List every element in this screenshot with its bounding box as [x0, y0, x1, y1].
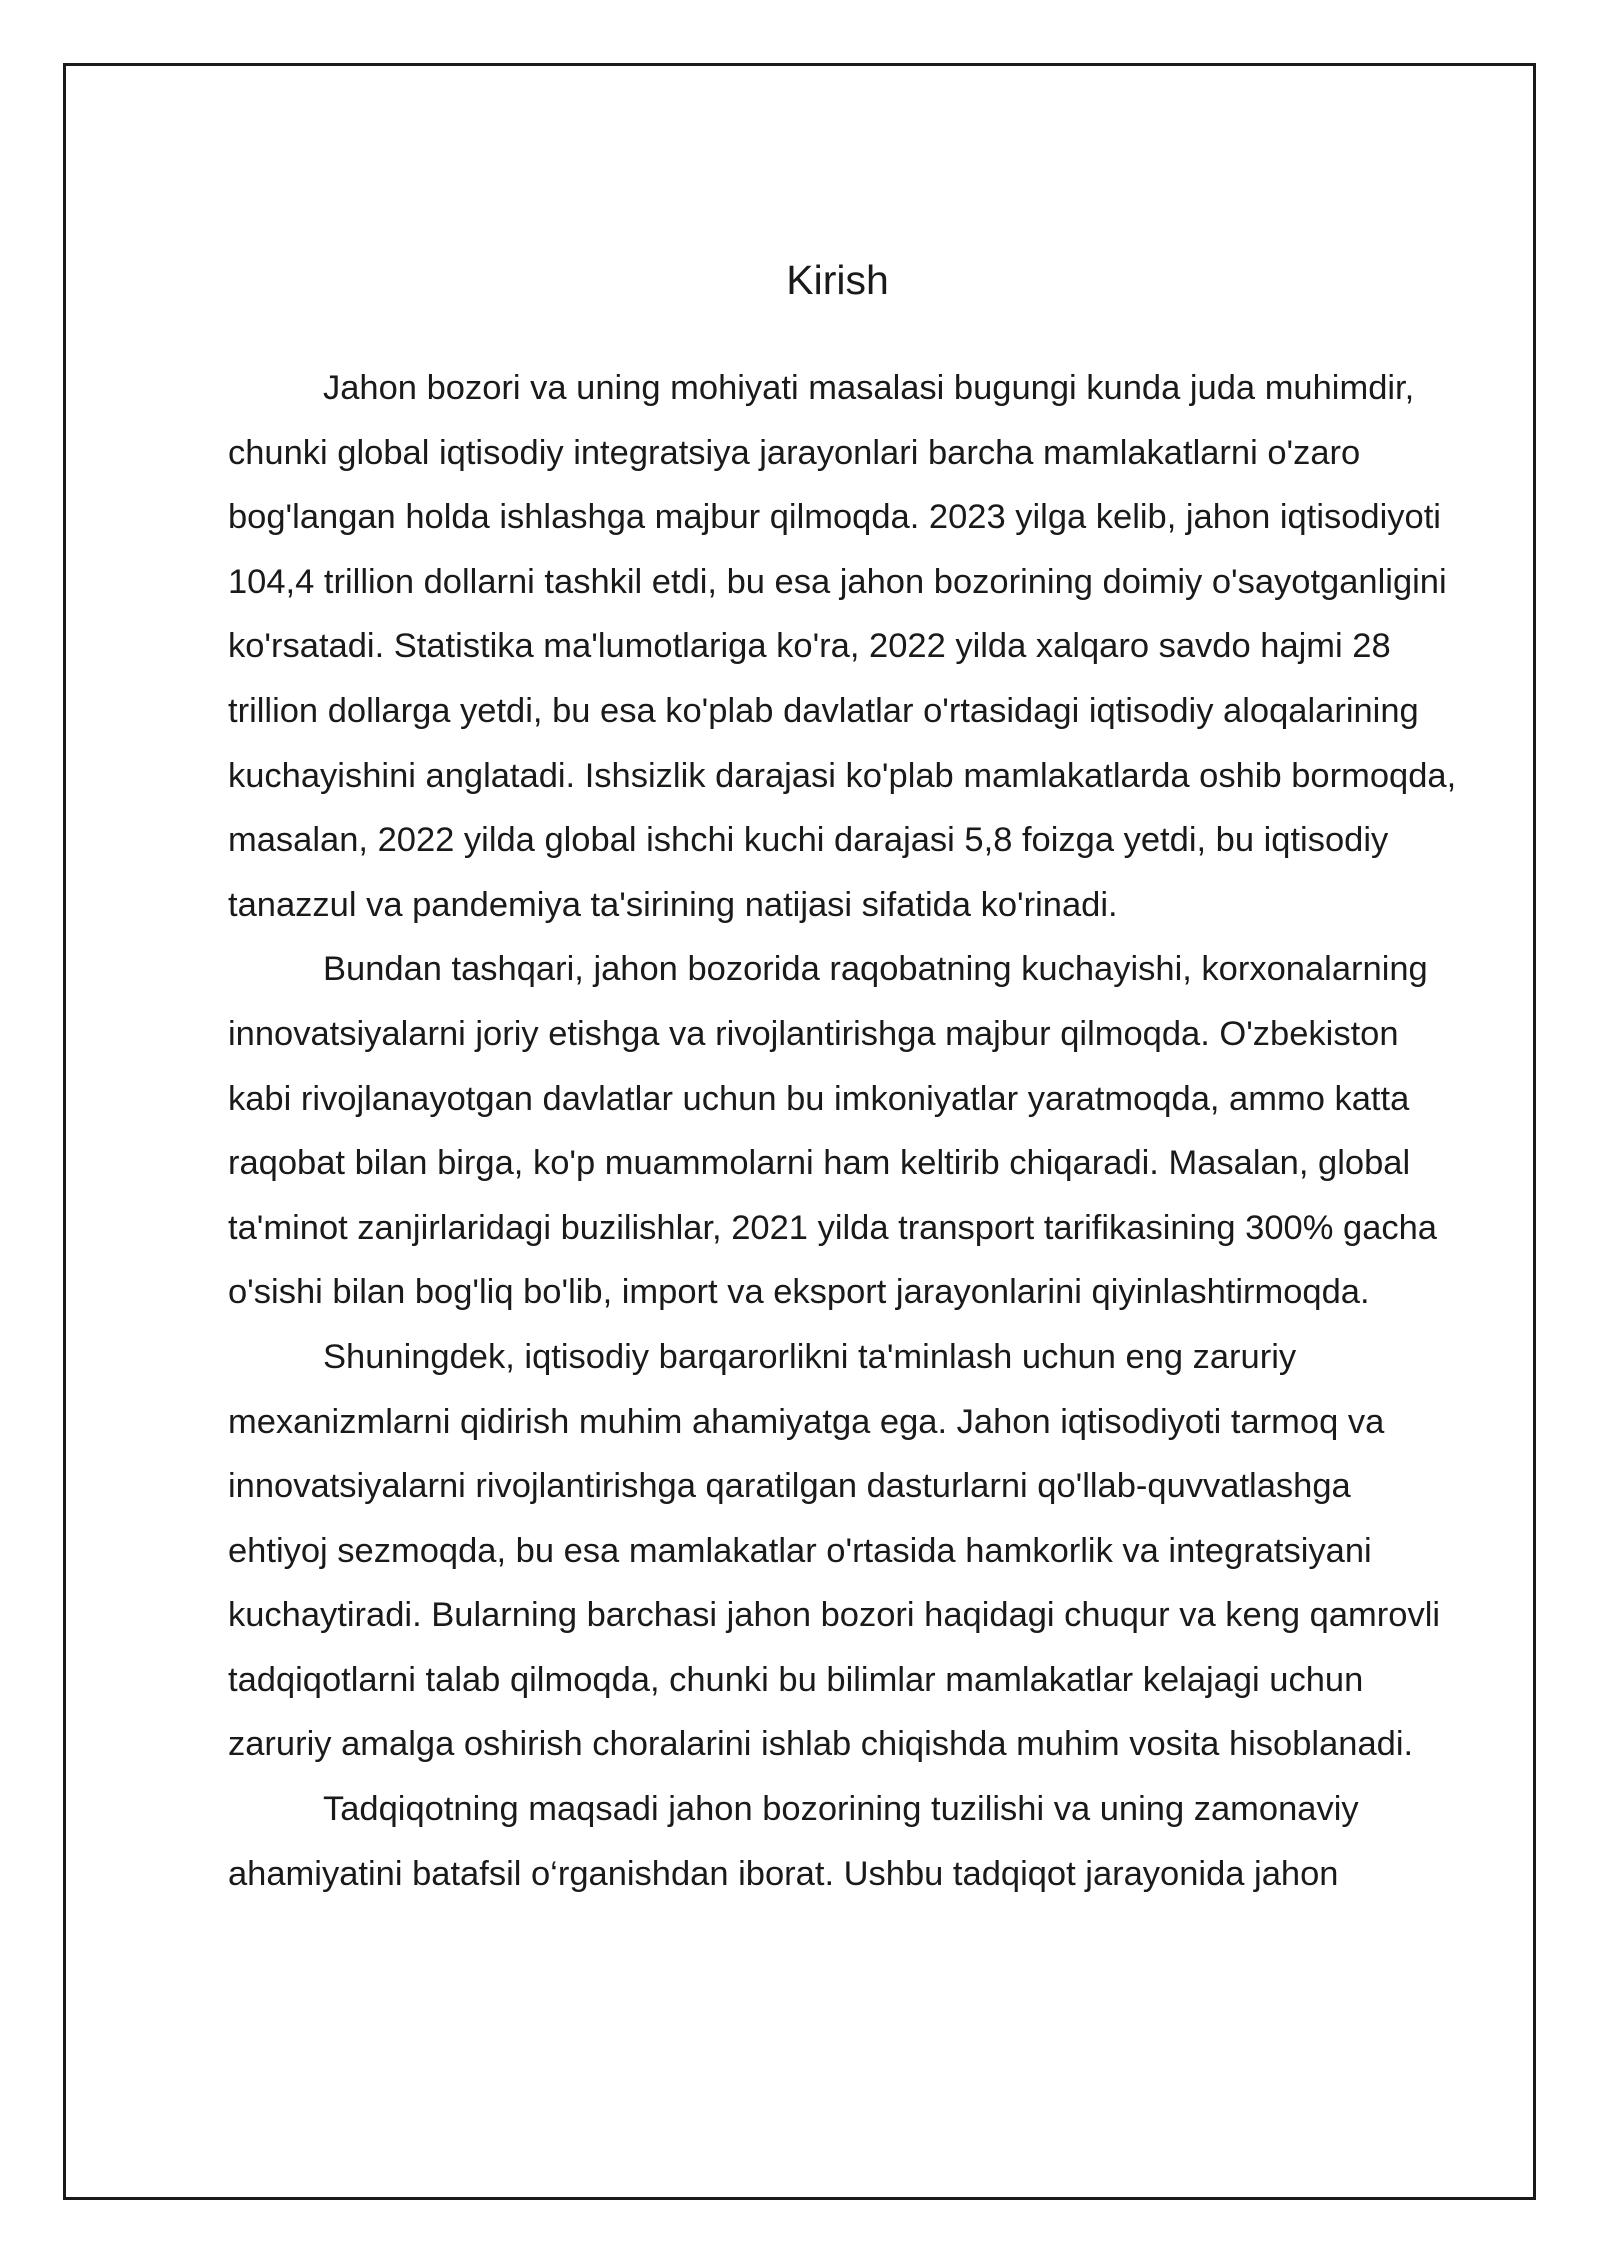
document-body: [228, 356, 1460, 1906]
paragraph: Bundan tashqari, jahon bozorida raqobatning kuchayishi, korxonalarning innovatsiyalarni joriy etishga va rivojlantirishga majbur qilmoqda. O'zbekiston kabi rivojlanayotgan davlatlar uchun bu imkoniyatlar yaratmoqda, ammo katta raqobat bilan birga, ko'p muammolarni ham keltirib chiqaradi. Masalan, global ta'minot zanjirlaridagi buzilishlar, 2021 yilda transport tarifikasining 300% gacha o'sishi bilan bog'liq bo'lib, import va eksport jarayonlarini qiyinlashtirmoqda.: [228, 950, 1437, 1312]
paragraph: Tadqiqotning maqsadi jahon bozorining tuzilishi va uning zamonaviy ahamiyatini batafsil o‘rganishdan iborat. Ushbu tadqiqot jarayonida jahon: [228, 1790, 1359, 1893]
paragraph: Shuningdek, iqtisodiy barqarorlikni ta'minlash uchun eng zaruriy mexanizmlarni qidirish muhim ahamiyatga ega. Jahon iqtisodiyoti tarmoq va innovatsiyalarni rivojlantirishga qaratilgan dasturlarni qo'llab-quvvatlashga ehtiyoj sezmoqda, bu esa mamlakatlar o'rtasida hamkorlik va integratsiyani kuchaytiradi. Bularning barchasi jahon bozori haqidagi chuqur va keng qamrovli tadqiqotlarni talab qilmoqda, chunki bu bilimlar mamlakatlar kelajagi uchun zaruriy amalga oshirish choralarini ishlab chiqishda muhim vosita hisoblanadi.: [228, 1337, 1441, 1764]
page-title: Kirish: [786, 257, 889, 303]
paragraph: Jahon bozori va uning mohiyati masalasi bugungi kunda juda muhimdir, chunki global iqtisodiy integratsiya jarayonlari barcha mamlakatlarni o'zaro bog'langan holda ishlashga majbur qilmoqda. 2023 yilga kelib, jahon iqtisodiyoti 104,4 trillion dollarni tashkil etdi, bu esa jahon bozorining doimiy o'sayotganligini ko'rsatadi. Statistika ma'lumotlariga ko'ra, 2022 yilda xalqaro savdo hajmi 28 trillion dollarga yetdi, bu esa ko'plab davlatlar o'rtasidagi iqtisodiy aloqalarining kuchayishini anglatadi. Ishsizlik darajasi ko'plab mamlakatlarda oshib bormoqda, masalan, 2022 yilda global ishchi kuchi darajasi 5,8 foizga yetdi, bu iqtisodiy tanazzul va pandemiya ta'sirining natijasi sifatida ko'rinadi.: [228, 369, 1457, 924]
